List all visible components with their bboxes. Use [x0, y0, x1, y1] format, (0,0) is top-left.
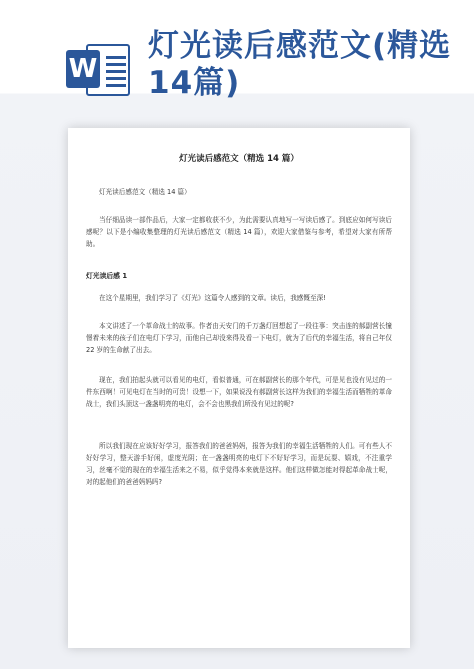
- header-banner: [0, 0, 474, 112]
- page-title: 灯光读后感范文(精选14篇): [148, 28, 452, 101]
- body-paragraph-3: 现在，我们拍起头就可以看见的电灯，看似普通，可在郝副营长的那个年代，可是见也没有见过的一件东西啊！可见电灯在当时的可贵！设想一下，如果说没有郝副营长这样为我们的幸福生活而牺牲的革命战士，我们头顶这一盏盏明亮的电灯，会不会也黑我们所没有见过的呢?: [86, 376, 392, 408]
- body-paragraph-4: 所以我们现在应该好好学习，报答我们的爸爸妈妈，报答为我们的幸福生活牺牲的人们。可有些人不好好学习，整天游手好闲，虚度光阴；在一盏盏明亮的电灯下不好好学习，而是玩耍、嬉戏，不注重学习，丝毫不觉的现在的幸福生活来之不易，似乎觉得本来就是这样。他们这样做怎能对得起革命战士呢，对的起他们的爸爸妈妈吗?: [86, 442, 392, 486]
- word-logo-letter: W: [66, 50, 100, 88]
- intro-paragraph: 当仔细品读一部作品后，大家一定都收获不少，为此需要认真地写一写读后感了。到底应如何写读后感呢？以下是小编收集整理的灯光读后感范文（精选 14 篇），欢迎大家借鉴与参考，希望对大家有所帮助。: [86, 216, 392, 248]
- word-document-icon: [66, 40, 130, 98]
- document-page: [68, 128, 410, 648]
- document-title: 灯光读后感范文（精选 14 篇）: [179, 154, 299, 164]
- document-subtitle: 灯光读后感范文（精选 14 篇）: [99, 188, 191, 196]
- section-heading: 灯光读后感 1: [86, 272, 128, 280]
- body-paragraph-1: 在这个星期里，我们学习了《灯光》这篇令人感到的文章。读后，我感慨至深!: [99, 294, 326, 302]
- body-paragraph-2: 本文讲述了一个革命战士的故事。作者由天安门的千万盏灯回想起了一段往事：突击连的郝副营长憧憬着未来的孩子们在电灯下学习，而他自己却没来得及看一下电灯，就为了后代的幸福生活，将自己年仅 22 岁的生命献了出去。: [86, 322, 392, 354]
